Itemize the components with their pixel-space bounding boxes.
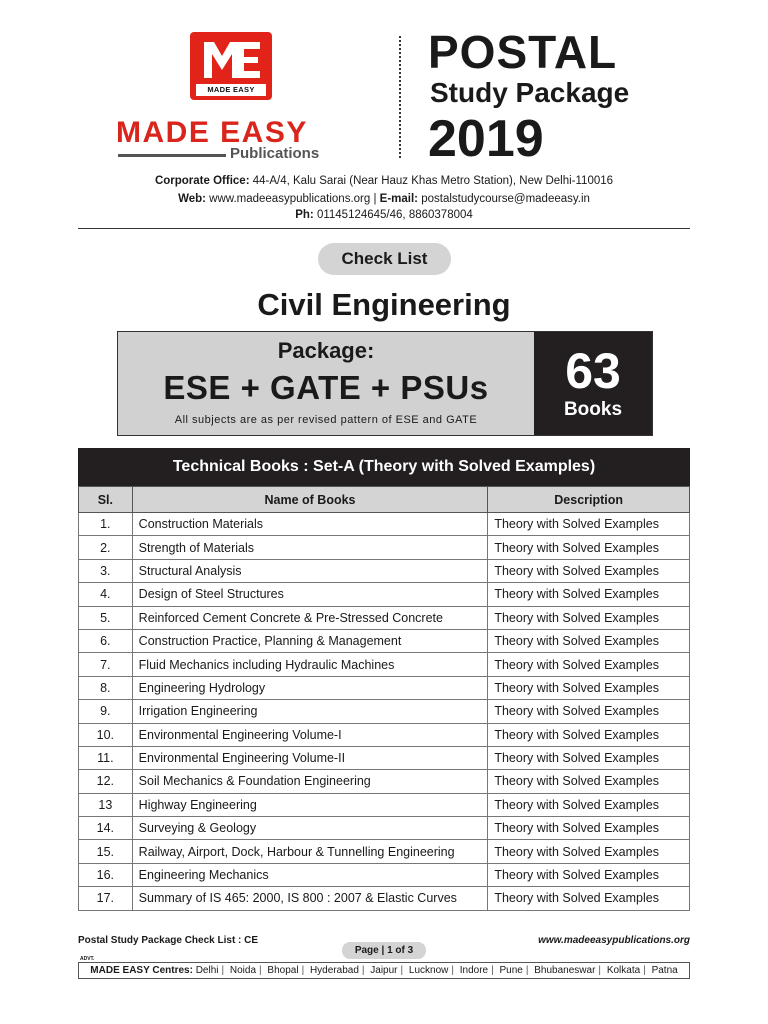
header-sl: Sl.: [79, 487, 133, 513]
centre-item: Jaipur: [370, 965, 398, 976]
row-description: Theory with Solved Examples: [488, 536, 690, 559]
centre-item: Bhopal: [267, 965, 299, 976]
package-name: ESE + GATE + PSUs: [163, 369, 489, 406]
table-row: [79, 793, 690, 816]
row-description: Theory with Solved Examples: [488, 746, 690, 769]
contact-office: [80, 173, 688, 189]
centre-item: Hyderabad: [309, 965, 359, 976]
phone-value: 01145124645/46, 8860378004: [316, 209, 473, 221]
advt-label: ADVT.: [80, 956, 95, 962]
row-sl: 11.: [79, 746, 133, 769]
row-book-name: Irrigation Engineering: [132, 700, 488, 723]
centre-item: Patna: [651, 965, 678, 976]
row-description: Theory with Solved Examples: [488, 653, 690, 676]
row-sl: 5.: [79, 606, 133, 629]
centres-label: MADE EASY Centres:: [90, 965, 193, 976]
table-row: [79, 723, 690, 746]
dotted-divider: [399, 36, 401, 158]
office-label: Corporate Office:: [154, 175, 250, 187]
row-description: Theory with Solved Examples: [488, 723, 690, 746]
book-count-box: [534, 332, 652, 435]
centre-separator: |: [361, 965, 365, 976]
centre-item: Bhubaneswar: [534, 965, 596, 976]
row-book-name: Structural Analysis: [132, 559, 488, 582]
table-row: [79, 887, 690, 910]
centre-separator: |: [259, 965, 262, 976]
row-sl: 16.: [79, 863, 133, 886]
email-link[interactable]: postalstudycourse@madeeasy.in: [421, 193, 590, 205]
contact-phone: [80, 207, 688, 223]
package-label: Package:: [277, 338, 375, 363]
office-value: 44-A/4, Kalu Sarai (Near Hauz Khas Metro Station), New Delhi-110016: [252, 175, 614, 187]
centre-separator: |: [643, 965, 646, 976]
centres-bar: [78, 962, 690, 979]
centre-separator: |: [301, 965, 305, 976]
table-title: Technical Books : Set-A (Theory with Solved Examples): [78, 448, 690, 486]
table-row: [79, 629, 690, 652]
web-link[interactable]: www.madeeasypublications.org |: [209, 193, 377, 205]
title-postal: POSTAL: [428, 26, 618, 78]
row-book-name: Reinforced Cement Concrete & Pre-Stressed Concrete: [132, 606, 488, 629]
centre-item: Pune: [499, 965, 523, 976]
row-description: Theory with Solved Examples: [488, 817, 690, 840]
centre-separator: |: [451, 965, 454, 976]
header-divider: [78, 228, 690, 229]
row-book-name: Surveying & Geology: [132, 817, 488, 840]
centre-separator: |: [400, 965, 404, 976]
table-body: [79, 513, 690, 911]
row-description: Theory with Solved Examples: [488, 863, 690, 886]
row-book-name: Engineering Mechanics: [132, 863, 488, 886]
centre-separator: |: [525, 965, 529, 976]
table-row: [79, 840, 690, 863]
me-logo-icon: [200, 38, 262, 80]
package-info: [118, 332, 534, 435]
centre-item: Lucknow: [408, 965, 449, 976]
header-name: Name of Books: [132, 487, 488, 513]
row-sl: 8.: [79, 676, 133, 699]
row-description: Theory with Solved Examples: [488, 513, 690, 536]
row-sl: 12.: [79, 770, 133, 793]
row-book-name: Railway, Airport, Dock, Harbour & Tunnelling Engineering: [132, 840, 488, 863]
table-row: [79, 513, 690, 536]
table-row: [79, 863, 690, 886]
footer-doc-title: Postal Study Package Check List : CE: [78, 935, 259, 946]
centre-item: Noida: [229, 965, 257, 976]
row-book-name: Environmental Engineering Volume-I: [132, 723, 488, 746]
subject-title: Civil Engineering: [257, 287, 511, 322]
table-row: [79, 700, 690, 723]
row-book-name: Strength of Materials: [132, 536, 488, 559]
row-description: Theory with Solved Examples: [488, 559, 690, 582]
package-note: All subjects are as per revised pattern of ESE and GATE: [174, 414, 478, 426]
row-description: Theory with Solved Examples: [488, 770, 690, 793]
row-sl: 7.: [79, 653, 133, 676]
row-book-name: Environmental Engineering Volume-II: [132, 746, 488, 769]
table-header-row: [79, 487, 690, 513]
table-row: [79, 817, 690, 840]
row-sl: 6.: [79, 629, 133, 652]
row-sl: 4.: [79, 583, 133, 606]
row-book-name: Engineering Hydrology: [132, 676, 488, 699]
row-sl: 2.: [79, 536, 133, 559]
header-description: Description: [488, 487, 690, 513]
centre-item: Indore: [459, 965, 489, 976]
table-row: [79, 536, 690, 559]
package-box: [117, 331, 653, 436]
row-book-name: Construction Materials: [132, 513, 488, 536]
row-sl: 13: [79, 793, 133, 816]
row-description: Theory with Solved Examples: [488, 676, 690, 699]
row-book-name: Soil Mechanics & Foundation Engineering: [132, 770, 488, 793]
row-description: Theory with Solved Examples: [488, 700, 690, 723]
row-description: Theory with Solved Examples: [488, 840, 690, 863]
centre-separator: |: [598, 965, 602, 976]
row-sl: 3.: [79, 559, 133, 582]
row-sl: 9.: [79, 700, 133, 723]
email-label: E-mail:: [379, 193, 418, 205]
row-description: Theory with Solved Examples: [488, 793, 690, 816]
row-description: Theory with Solved Examples: [488, 583, 690, 606]
table-row: [79, 606, 690, 629]
footer-website[interactable]: www.madeeasypublications.org: [538, 935, 690, 946]
centre-item: Kolkata: [606, 965, 641, 976]
row-sl: 14.: [79, 817, 133, 840]
title-year: 2019: [428, 110, 544, 168]
phone-label: Ph:: [295, 209, 314, 221]
page-indicator: Page | 1 of 3: [342, 942, 426, 959]
centre-separator: |: [491, 965, 494, 976]
row-sl: 1.: [79, 513, 133, 536]
table-row: [79, 653, 690, 676]
table-row: [79, 770, 690, 793]
row-book-name: Construction Practice, Planning & Management: [132, 629, 488, 652]
row-description: Theory with Solved Examples: [488, 629, 690, 652]
contact-web: [80, 191, 688, 207]
brand-sub: Publications: [230, 145, 320, 162]
checklist-badge: Check List: [318, 243, 451, 275]
centre-item: Delhi: [195, 965, 219, 976]
books-table-section: [78, 448, 690, 911]
row-sl: 17.: [79, 887, 133, 910]
title-study-package: Study Package: [430, 77, 630, 108]
book-unit: Books: [563, 399, 623, 420]
books-table: [78, 486, 690, 911]
row-sl: 15.: [79, 840, 133, 863]
book-count: 63: [565, 343, 621, 399]
centre-separator: |: [221, 965, 225, 976]
row-sl: 10.: [79, 723, 133, 746]
row-description: Theory with Solved Examples: [488, 606, 690, 629]
brand-name: MADE EASY: [116, 116, 308, 149]
row-book-name: Highway Engineering: [132, 793, 488, 816]
table-row: [79, 559, 690, 582]
table-row: [79, 583, 690, 606]
table-row: [79, 746, 690, 769]
row-description: Theory with Solved Examples: [488, 887, 690, 910]
row-book-name: Fluid Mechanics including Hydraulic Machines: [132, 653, 488, 676]
row-book-name: Summary of IS 465: 2000, IS 800 : 2007 & Elastic Curves: [132, 887, 488, 910]
table-row: [79, 676, 690, 699]
logo-tag: MADE EASY: [196, 84, 266, 96]
row-book-name: Design of Steel Structures: [132, 583, 488, 606]
logo: [190, 32, 272, 100]
brand-underline: [118, 154, 226, 157]
web-label: Web:: [178, 193, 206, 205]
